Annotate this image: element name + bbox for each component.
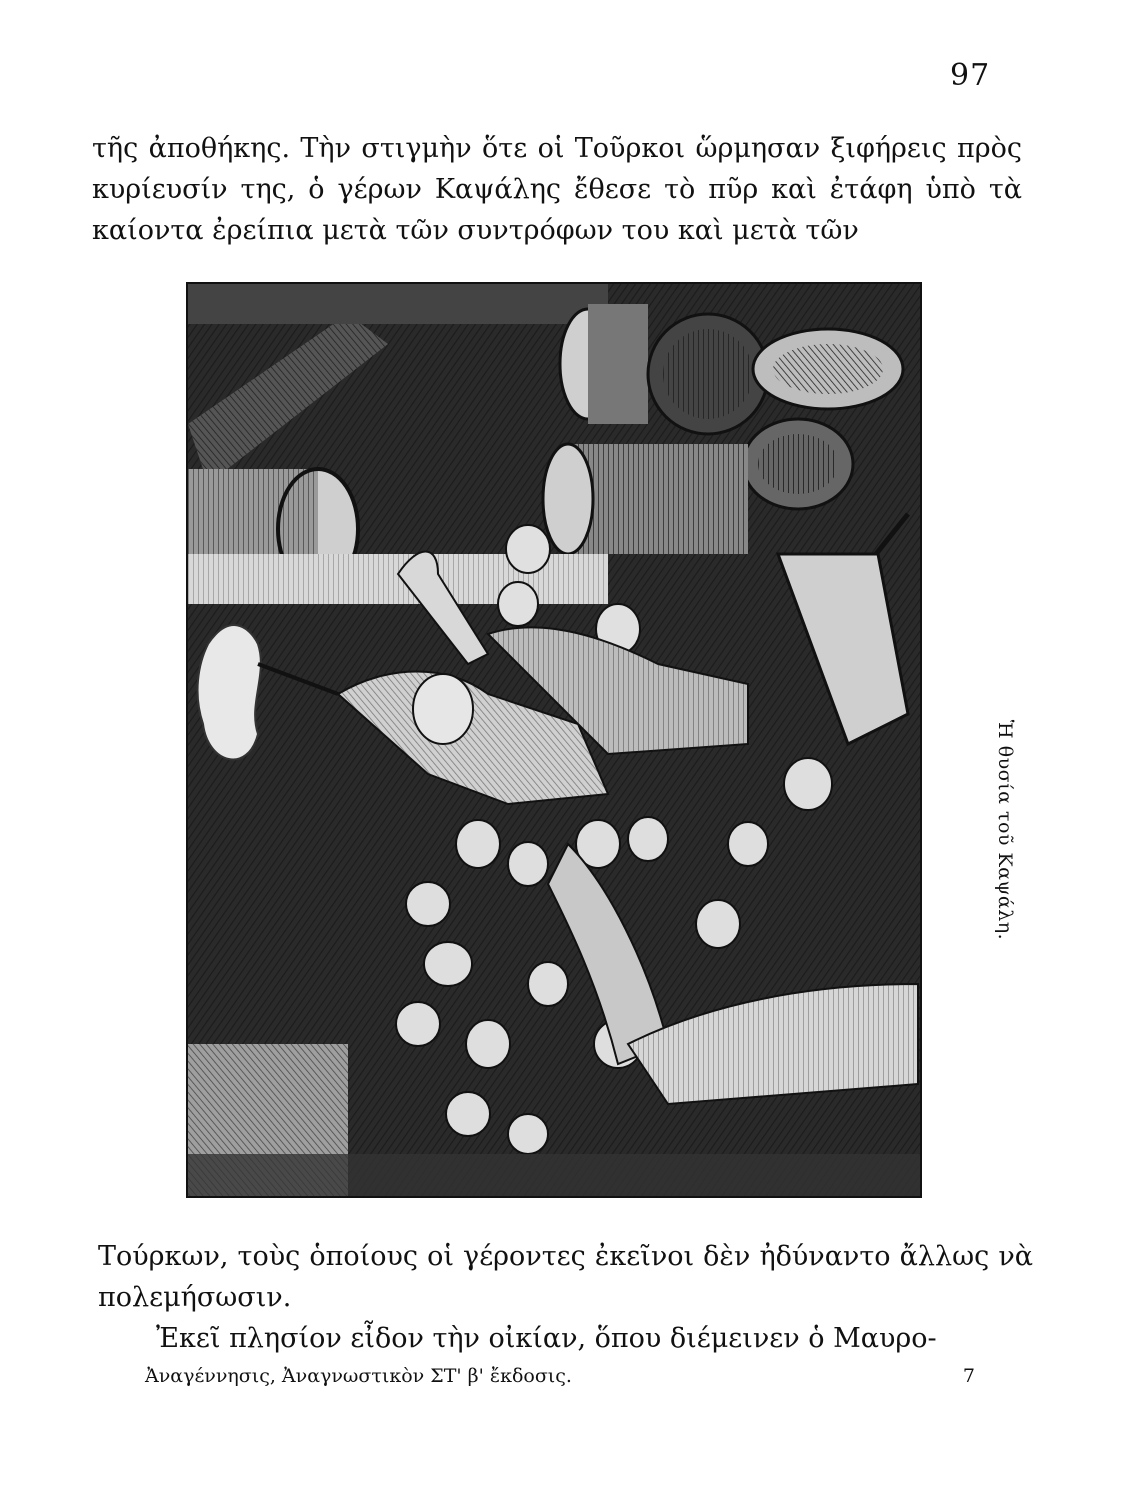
- footer-text: Ἀναγέννησις, Ἀναγνωστικὸν ΣΤ' β' ἔκδοσις.: [145, 1365, 572, 1387]
- signature-mark: 7: [962, 1365, 975, 1387]
- illustration-caption: [990, 600, 1020, 1060]
- top-paragraph-text: τῆς ἀποθήκης. Τὴν στιγμὴν ὅτε οἱ Τοῦρκοι ὥρμησαν ξιφήρεις πρὸς κυρίευσίν της, ὁ γέρων Καψάλης ἔθεσε τὸ πῦρ καὶ ἐτάφη ὑπὸ τὰ καίοντα ἐρείπια μετὰ τῶν συντρόφων του καὶ μετὰ τῶν: [92, 133, 1022, 246]
- illustration: [186, 282, 922, 1198]
- bottom-paragraph: [98, 1236, 1033, 1359]
- top-paragraph: [92, 128, 1022, 251]
- bottom-paragraph-text-1: Τούρκων, τοὺς ὁποίους οἱ γέροντες ἐκεῖνοι δὲν ἠδύναντο ἄλλως νὰ πολεμήσωσιν.: [98, 1241, 1033, 1313]
- footer: [145, 1365, 975, 1387]
- page-number: 97: [950, 58, 991, 93]
- caption-text: Ἡ θυσία τοῦ Καψάλη.: [994, 719, 1016, 941]
- engraving-image: [188, 284, 920, 1196]
- bottom-paragraph-text-2: Ἐκεῖ πλησίον εἶδον τὴν οἰκίαν, ὅπου διέμεινεν ὁ Μαυρο-: [156, 1323, 937, 1354]
